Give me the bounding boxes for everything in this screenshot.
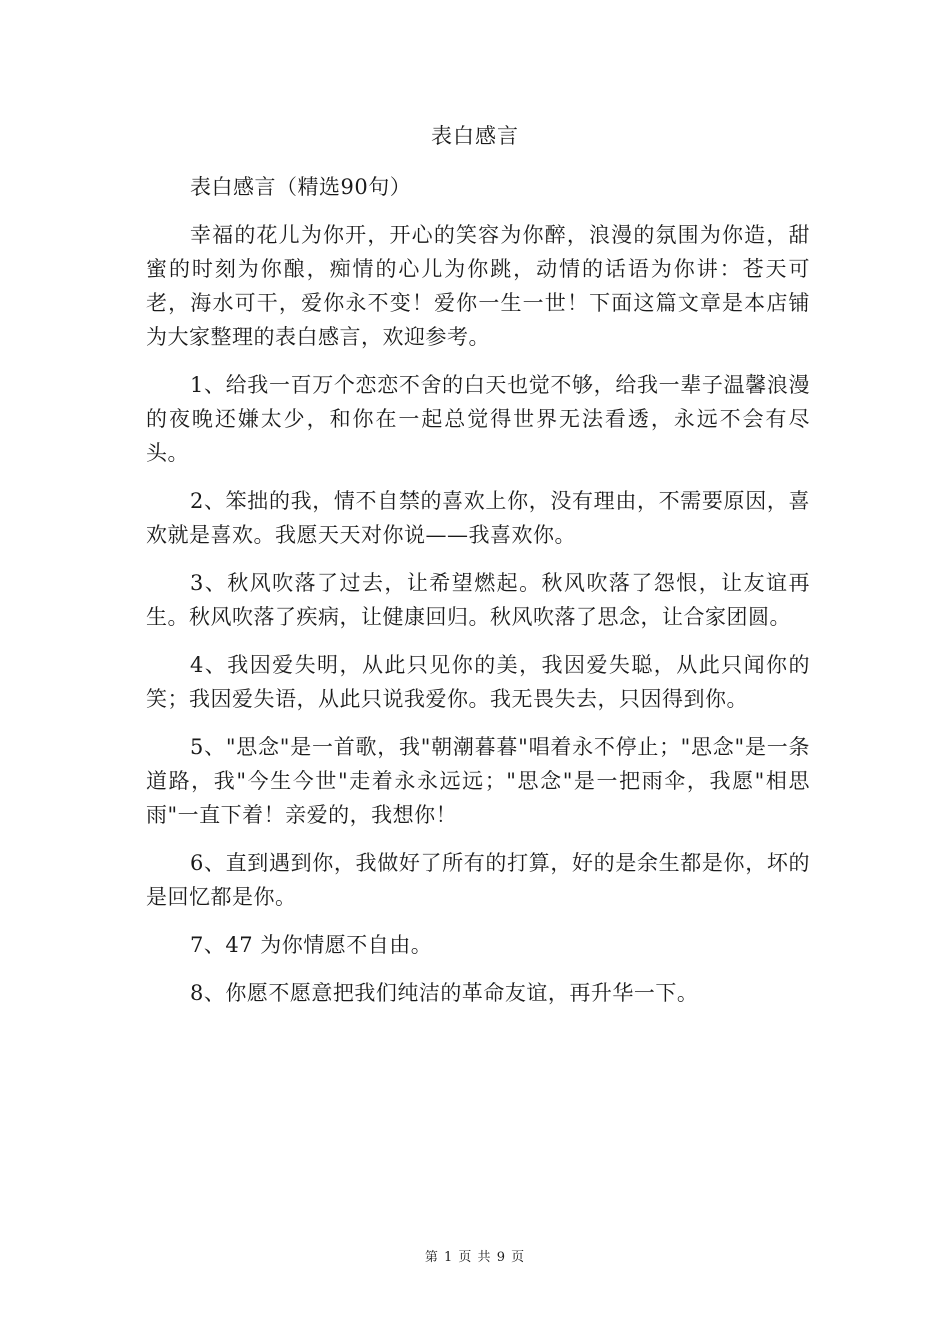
list-item: 4、我因爱失明，从此只见你的美，我因爱失聪，从此只闻你的笑；我因爱失语，从此只说我爱你。我无畏失去，只因得到你。 — [146, 653, 810, 711]
list-item: 6、直到遇到你，我做好了所有的打算，好的是余生都是你，坏的是回忆都是你。 — [146, 851, 810, 909]
page-footer: 第 1 页 共 9 页 — [424, 1250, 526, 1265]
list-item: 5、"思念"是一首歌，我"朝潮暮暮"唱着永不停止；"思念"是一条道路，我"今生今世"走着永永远远；"思念"是一把雨伞，我愿"相思雨"一直下着！亲爱的，我想你！ — [146, 735, 810, 827]
document-subtitle: 表白感言（精选90句） — [190, 175, 412, 199]
list-item: 3、秋风吹落了过去，让希望燃起。秋风吹落了怨恨，让友谊再生。秋风吹落了疾病，让健康回归。秋风吹落了思念，让合家团圆。 — [146, 571, 810, 629]
list-item: 8、你愿不愿意把我们纯洁的革命友谊，再升华一下。 — [190, 981, 699, 1005]
intro-paragraph: 幸福的花儿为你开，开心的笑容为你醉，浪漫的氛围为你造，甜蜜的时刻为你酿，痴情的心儿为你跳，动情的话语为你讲：苍天可老，海水可干，爱你永不变！爱你一生一世！下面这篇文章是本店铺为大家整理的表白感言，欢迎参考。 — [146, 223, 810, 349]
document-title: 表白感言 — [431, 124, 519, 148]
document-body — [146, 170, 810, 1024]
list-item: 2、笨拙的我，情不自禁的喜欢上你，没有理由，不需要原因，喜欢就是喜欢。我愿天天对你说——我喜欢你。 — [146, 489, 810, 547]
list-item: 1、给我一百万个恋恋不舍的白天也觉不够，给我一辈子温馨浪漫的夜晚还嫌太少，和你在一起总觉得世界无法看透，永远不会有尽头。 — [146, 373, 810, 465]
list-item: 7、47 为你情愿不自由。 — [190, 933, 433, 957]
